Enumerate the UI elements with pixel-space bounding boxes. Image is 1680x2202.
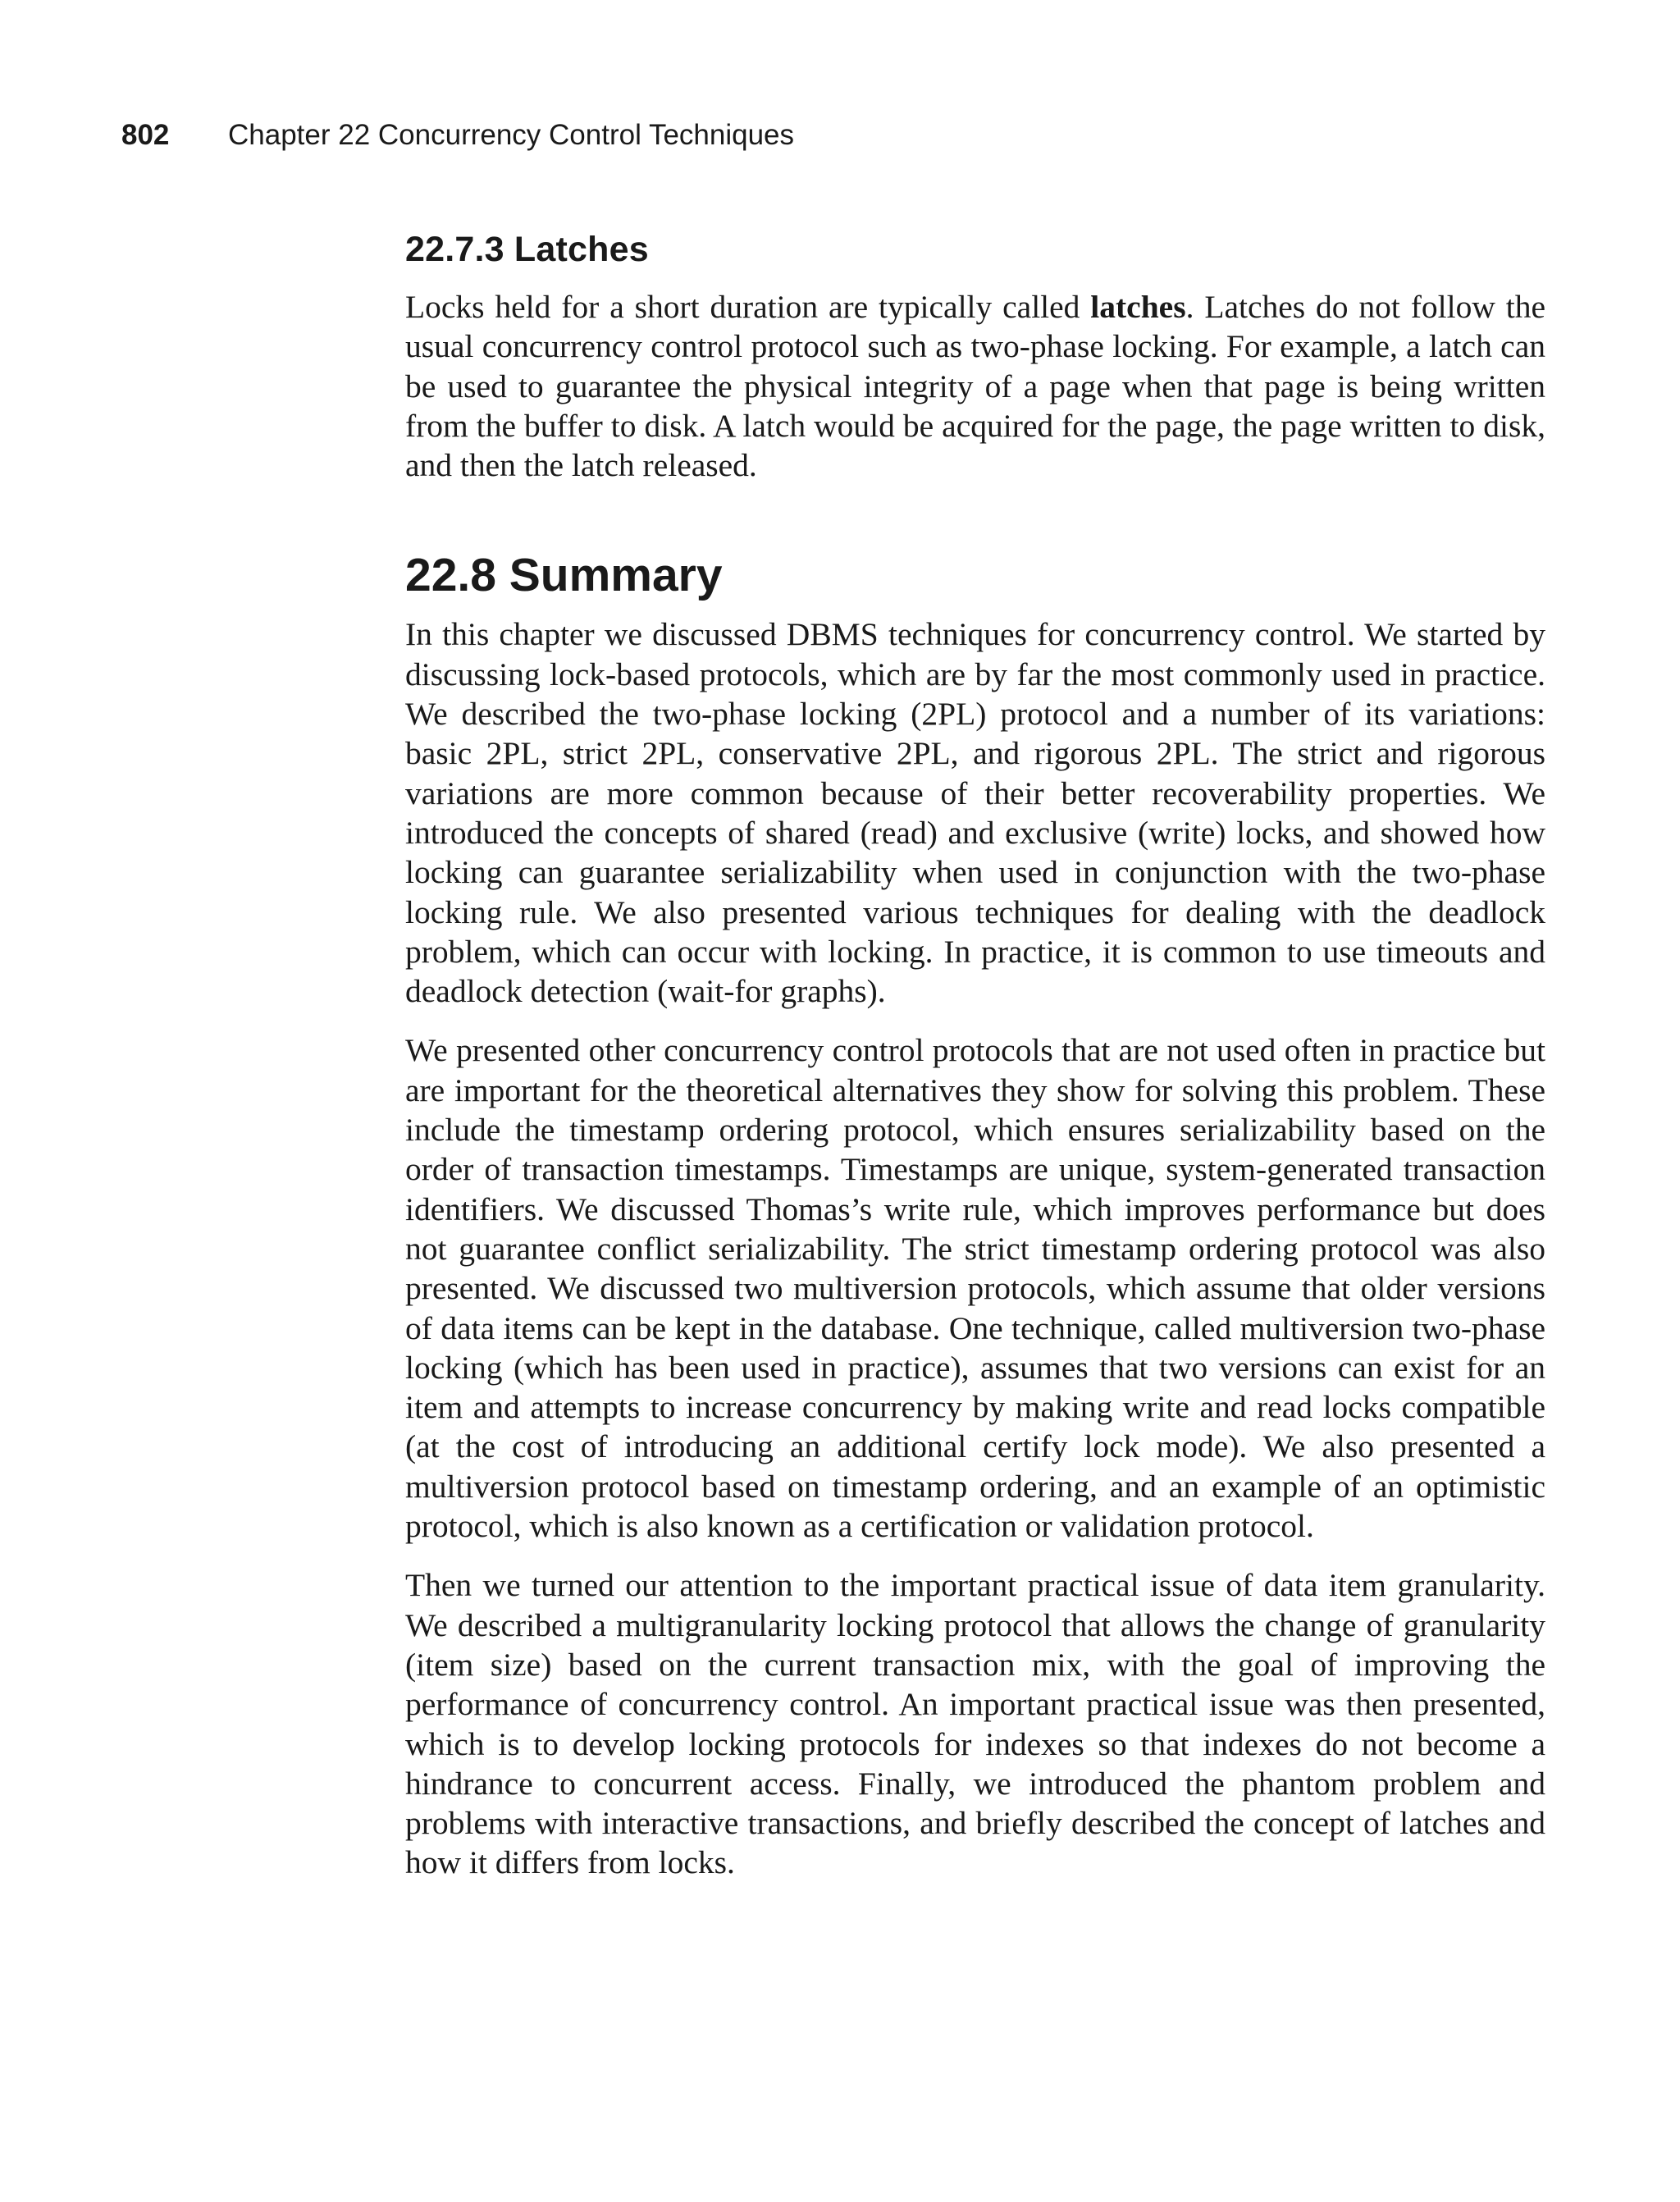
latches-term: latches	[1090, 289, 1186, 325]
chapter-title: Chapter 22 Concurrency Control Techniques	[228, 119, 795, 151]
page-number: 802	[121, 119, 170, 151]
summary-paragraph-3: Then we turned our attention to the important practical issue of data item granularity. We described a multigranularity locking protocol that allows the change of granularity (item size) based on the current transaction mix, with the goal of improving the performance of concurrency control. An important practical issue was then presented, which is to develop locking protocols for indexes so that indexes do not become a hindrance to concurrent access. Finally, we introduced the phantom problem and problems with interactive transactions, and briefly described the concept of latches and how it differs from locks.	[405, 1567, 1545, 1881]
subsection-heading-latches: 22.7.3 Latches	[405, 230, 649, 269]
summary-paragraph-1: In this chapter we discussed DBMS techniques for concurrency control. We started by discussing lock-based protocols, which are by far the most commonly used in practice. We described the two-phase locking (2PL) protocol and a number of its variations: basic 2PL, strict 2PL, conservative 2PL, and rigorous 2PL. The strict and rigorous variations are more common because of their better recoverability properties. We introduced the concepts of shared (read) and exclusive (write) locks, and showed how locking can guarantee serializability when used in conjunction with the two-phase locking rule. We also presented various techniques for dealing with the deadlock problem, which can occur with locking. In practice, it is common to use timeouts and deadlock detection (wait-for graphs).	[405, 616, 1545, 1010]
page-content	[405, 226, 1545, 1903]
latches-paragraph	[405, 287, 1545, 485]
running-head	[121, 117, 794, 153]
section-heading-summary: 22.8 Summary	[405, 549, 723, 602]
latches-text-end: . Latches do not follow the usual concurrency control protocol such as two-phase locking. For example, a latch can be used to guarantee the physical integrity of a page when that page is being written from the buffer to disk. A latch would be acquired for the page, the page written to disk, and then the latch released.	[405, 289, 1545, 484]
summary-paragraph-2: We presented other concurrency control protocols that are not used often in practice but are important for the theoretical alternatives they show for solving this problem. These include the timestamp ordering protocol, which ensures serializability based on the order of transaction timestamps. Timestamps are unique, system-generated transaction identifiers. We discussed Thomas’s write rule, which improves performance but does not guarantee conflict serializability. The strict timestamp ordering protocol was also presented. We discussed two multiversion protocols, which assume that older versions of data items can be kept in the database. One technique, called multiversion two-phase locking (which has been used in practice), assumes that two versions can exist for an item and attempts to increase concurrency by making write and read locks compatible (at the cost of introducing an additional certify lock mode). We also presented a multiversion protocol based on timestamp ordering, and an example of an optimistic protocol, which is also known as a certification or validation protocol.	[405, 1032, 1545, 1545]
latches-text-start: Locks held for a short duration are typically called	[405, 289, 1091, 325]
